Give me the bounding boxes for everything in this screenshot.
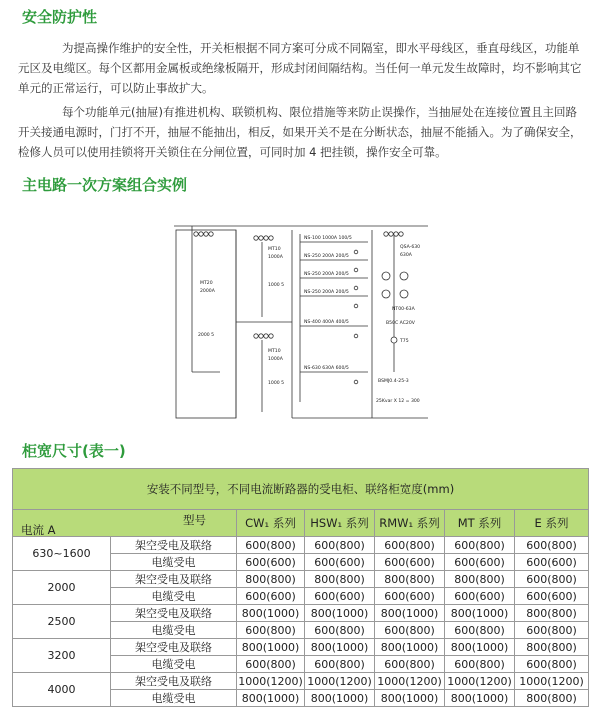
label-t75: T75: [400, 339, 409, 344]
column-header-cw: CW₁ 系列: [237, 510, 305, 537]
label-nt: NT00-63A: [392, 307, 415, 312]
label-2000-5: 2000 5: [198, 333, 215, 338]
value-cell: 600(800): [515, 571, 589, 588]
label-ns630: NS-630 630A 600/5: [304, 366, 349, 371]
value-cell: 600(800): [237, 537, 305, 554]
label-1000-5-a: 1000 5: [268, 283, 285, 288]
heading-width-table: 柜宽尺寸(表一): [22, 442, 126, 460]
value-cell: 600(800): [375, 656, 445, 673]
type-cell: 架空受电及联络: [111, 605, 237, 622]
value-cell: 800(800): [305, 571, 375, 588]
value-cell: 600(800): [237, 656, 305, 673]
label-ns250-b: NS-250 200A 200/5: [304, 272, 349, 277]
value-cell: 800(1000): [375, 639, 445, 656]
label-b50c: B50C AC20V: [386, 321, 415, 326]
value-cell: 600(800): [445, 622, 515, 639]
value-cell: 800(1000): [445, 690, 515, 707]
table-row: [13, 673, 589, 690]
value-cell: 1000(1200): [515, 673, 589, 690]
value-cell: 800(1000): [305, 690, 375, 707]
value-cell: 600(800): [515, 656, 589, 673]
value-cell: 600(600): [445, 554, 515, 571]
value-cell: 600(800): [515, 537, 589, 554]
type-cell: 电缆受电: [111, 656, 237, 673]
value-cell: 1000(1200): [305, 673, 375, 690]
column-header-mt: MT 系列: [445, 510, 515, 537]
value-cell: 1000(1200): [445, 673, 515, 690]
column-header-hsw: HSW₁ 系列: [305, 510, 375, 537]
value-cell: 600(800): [445, 537, 515, 554]
current-cell: 630~1600: [13, 537, 111, 571]
label-mt10-b: MT10: [268, 349, 281, 354]
value-cell: 800(800): [445, 571, 515, 588]
column-header-rmw: RMW₁ 系列: [375, 510, 445, 537]
table-corner: [13, 510, 237, 537]
table-row: [13, 605, 589, 622]
current-cell: 4000: [13, 673, 111, 707]
value-cell: 600(800): [445, 656, 515, 673]
heading-example: 主电路一次方案组合实例: [22, 176, 188, 194]
value-cell: 600(600): [445, 588, 515, 605]
label-bsmj: BSMJ0.4-25-3: [378, 379, 409, 384]
value-cell: 600(800): [375, 537, 445, 554]
value-cell: 800(1000): [375, 690, 445, 707]
main-circuit-diagram: [172, 212, 430, 422]
type-cell: 电缆受电: [111, 622, 237, 639]
value-cell: 600(800): [305, 656, 375, 673]
type-cell: 架空受电及联络: [111, 639, 237, 656]
value-cell: 800(800): [515, 639, 589, 656]
value-cell: 600(800): [515, 622, 589, 639]
label-ns250-c: NS-250 200A 200/5: [304, 290, 349, 295]
value-cell: 800(800): [375, 571, 445, 588]
type-cell: 架空受电及联络: [111, 537, 237, 554]
value-cell: 600(600): [237, 554, 305, 571]
table-caption: 安装不同型号，不同电流断路器的受电柜、联络柜宽度(mm): [13, 469, 589, 510]
value-cell: 800(1000): [237, 605, 305, 622]
label-ns250-a: NS-250 200A 200/5: [304, 254, 349, 259]
value-cell: 800(800): [237, 571, 305, 588]
value-cell: 600(600): [305, 554, 375, 571]
column-header-e: E 系列: [515, 510, 589, 537]
label-1000a-b: 1000A: [268, 357, 283, 362]
value-cell: 800(1000): [237, 690, 305, 707]
cabinet-1: [176, 230, 236, 418]
label-kvar: 25Kvar X 12 = 300: [376, 399, 420, 404]
value-cell: 1000(1200): [238, 674, 303, 688]
value-cell: 800(1000): [305, 605, 375, 622]
label-mt10-a: MT10: [268, 247, 281, 252]
label-1000-5-b: 1000 5: [268, 381, 285, 386]
paragraph-interlock: 每个功能单元(抽屉)有推进机构、联锁机构、限位措施等来防止误操作，当抽屉处在连接位置且主回路开关接通电源时，门打不开，抽屉不能抽出，相反，如果开关不是在分断状态，抽屉不能插入。为了确保安全，检修人员可以使用挂锁将开关锁住在分闸位置，可同时加 4 把挂锁，操作安全可靠。: [18, 105, 582, 159]
value-cell: 800(1000): [305, 639, 375, 656]
type-cell: 电缆受电: [111, 554, 237, 571]
value-cell: 600(600): [305, 588, 375, 605]
value-cell: 600(800): [305, 537, 375, 554]
width-table: [12, 468, 589, 707]
label-2000a: 2000A: [200, 289, 215, 294]
type-cell: 架空受电及联络: [111, 673, 237, 690]
value-cell: 600(800): [375, 622, 445, 639]
current-cell: 2500: [13, 605, 111, 639]
label-1000a-a: 1000A: [268, 255, 283, 260]
value-cell: 600(800): [305, 622, 375, 639]
value-cell: 800(800): [515, 605, 589, 622]
value-cell: 600(600): [375, 554, 445, 571]
value-cell: 1000(1200): [375, 673, 445, 690]
label-630a: 630A: [400, 253, 412, 258]
label-mt20: MT20: [200, 281, 213, 286]
type-cell: 电缆受电: [111, 690, 237, 707]
corner-current-label: 电流 A: [21, 523, 56, 537]
label-ns100: NS-100 1000A 100/5: [304, 236, 352, 241]
table-row: [13, 537, 589, 554]
value-cell: 800(1000): [375, 605, 445, 622]
corner-type-label: 型号: [183, 513, 206, 527]
value-cell: 600(600): [237, 588, 305, 605]
paragraph-compartments: 为提高操作维护的安全性，开关柜根据不同方案可分成不同隔室，即水平母线区，垂直母线区，功能单元区及电缆区。每个区都用金属板或绝缘板隔开，形成封闭间隔结构。当任何一单元发生故障时，均不影响其它单元的正常运行，可以防止事故扩大。: [18, 41, 582, 95]
label-qsa: QSA-630: [400, 245, 421, 250]
value-cell: 600(600): [515, 588, 589, 605]
value-cell: 800(800): [515, 690, 589, 707]
value-cell: 800(1000): [445, 639, 515, 656]
type-cell: 架空受电及联络: [111, 571, 237, 588]
value-cell: 800(1000): [445, 605, 515, 622]
value-cell: 600(600): [515, 554, 589, 571]
value-cell: 600(600): [375, 588, 445, 605]
heading-safety: 安全防护性: [22, 8, 98, 26]
label-ns400: NS-400 400A 400/5: [304, 320, 349, 325]
current-cell: 3200: [13, 639, 111, 673]
value-cell: 800(1000): [237, 639, 305, 656]
value-cell: 600(800): [237, 622, 305, 639]
table-row: [13, 639, 589, 656]
current-cell: 2000: [13, 571, 111, 605]
table-row: [13, 571, 589, 588]
type-cell: 电缆受电: [111, 588, 237, 605]
